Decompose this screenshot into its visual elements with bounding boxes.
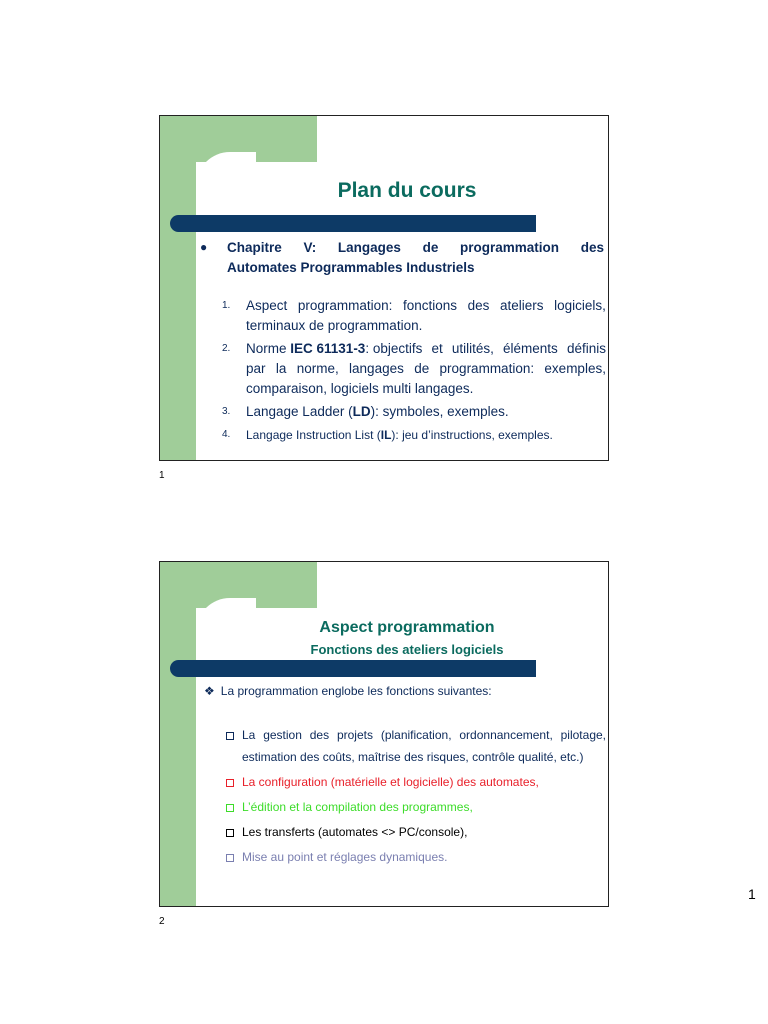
word: la: [275, 361, 287, 376]
word: Langages: [337, 240, 401, 255]
line: [246, 359, 606, 379]
list-item: [222, 339, 606, 399]
sheet-page-number: 1: [748, 886, 756, 902]
word: Chapitre: [227, 240, 282, 255]
item-text: [246, 402, 509, 422]
title-underline-bar: [170, 215, 536, 232]
slide-page-number: 1: [159, 470, 165, 481]
bullet-text: Mise au point et réglages dynamiques.: [242, 850, 448, 864]
word: par: [246, 361, 266, 376]
chapter-line-1: [227, 238, 604, 258]
item-text: [246, 339, 606, 399]
text: ): symboles, exemples.: [370, 404, 509, 419]
text: ): jeu d’instructions, exemples.: [391, 428, 553, 442]
list-item: [226, 846, 606, 868]
word: ateliers: [500, 298, 544, 313]
square-bullet-icon: [226, 779, 234, 787]
word: programmation:: [297, 298, 393, 313]
course-outline-list: [222, 296, 606, 448]
green-sidebar: [160, 562, 196, 906]
word: programmation: [460, 240, 560, 255]
word: utilités,: [451, 341, 494, 356]
slide-1: [159, 115, 609, 461]
word: éléments: [503, 341, 558, 356]
word: définis: [566, 341, 606, 356]
list-item: [226, 724, 606, 768]
slide-title: Plan du cours: [337, 179, 477, 202]
list-item: [226, 771, 606, 793]
text: Norme: [246, 341, 291, 356]
word: V:: [303, 240, 317, 255]
word: Aspect: [246, 298, 288, 313]
bullet-dot-icon: ●: [200, 240, 208, 254]
chapter-heading: [227, 238, 604, 278]
item-text: [246, 296, 606, 336]
functions-list: [226, 724, 606, 871]
item-number: 3.: [222, 406, 231, 417]
list-item: [226, 821, 606, 843]
word: et: [431, 341, 443, 356]
square-bullet-icon: [226, 732, 234, 740]
line: terminaux de programmation.: [246, 318, 423, 333]
slide-title: Aspect programmation: [319, 619, 495, 636]
intro-text: La programmation englobe les fonctions suivantes:: [220, 684, 492, 698]
norm-label: [246, 339, 422, 359]
bullet-text: Les transferts (automates <> PC/console),: [242, 825, 468, 839]
slide-page-number: 2: [159, 916, 165, 927]
list-item: [222, 296, 606, 336]
line: comparaison, logiciels multi langages.: [246, 381, 474, 396]
slide-2: [159, 561, 609, 907]
word: fonctions: [403, 298, 458, 313]
word: des: [580, 240, 604, 255]
word: de: [422, 240, 439, 255]
diamond-bullet-icon: ❖: [204, 684, 215, 698]
item-number: 4.: [222, 429, 231, 440]
text: Langage Ladder (: [246, 404, 353, 419]
norm-code: IEC 61131-3: [290, 341, 366, 356]
bullet-text: La configuration (matérielle et logicielle) des automates,: [242, 775, 539, 789]
word: langages: [349, 361, 404, 376]
slide-subtitle: Fonctions des ateliers logiciels: [310, 642, 504, 657]
bullet-text: L’édition et la compilation des programmes,: [242, 800, 473, 814]
list-item: [226, 796, 606, 818]
line: [246, 339, 606, 359]
lang-code: IL: [380, 428, 392, 442]
word: logiciels,: [554, 298, 606, 313]
bullet-text: La gestion des projets (planification, ordonnancement, pilotage, estimation des coûts, maîtrise des risques, contrôle qualité, etc.): [242, 728, 606, 764]
square-bullet-icon: [226, 804, 234, 812]
chapter-line-2: Automates Programmables Industriels: [227, 260, 475, 275]
word: des: [467, 298, 490, 313]
item-number: 1.: [222, 300, 231, 311]
word: exemples,: [544, 361, 606, 376]
title-underline-bar: [170, 660, 536, 677]
word: programmation:: [439, 361, 535, 376]
item-number: 2.: [222, 343, 231, 354]
list-item: [222, 425, 606, 445]
item-text: [246, 425, 553, 445]
word: norme,: [296, 361, 339, 376]
word: : objectifs: [365, 341, 423, 356]
word: de: [414, 361, 430, 376]
list-item: [222, 402, 606, 422]
lang-code: LD: [352, 404, 371, 419]
text: Langage Instruction List (: [246, 428, 381, 442]
square-bullet-icon: [226, 854, 234, 862]
green-sidebar: [160, 116, 196, 460]
square-bullet-icon: [226, 829, 234, 837]
intro-line: [204, 684, 492, 698]
line: [246, 296, 606, 316]
